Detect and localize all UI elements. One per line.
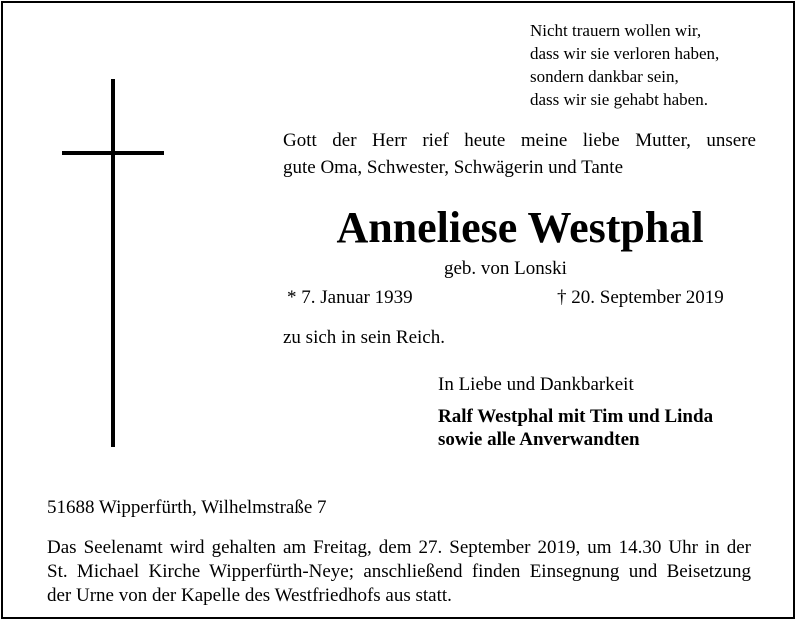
- quote-line: Nicht trauern wollen wir,: [530, 21, 702, 40]
- death-date: † 20. September 2019: [557, 287, 724, 308]
- mourners-intro: In Liebe und Dankbarkeit: [438, 374, 634, 395]
- announcement-line: gute Oma, Schwester, Schwägerin und Tante: [283, 157, 623, 178]
- announcement-text: [283, 127, 756, 181]
- cross-vertical-bar: [111, 79, 115, 447]
- mourners-signature: [438, 405, 713, 451]
- cross-horizontal-bar: [62, 151, 164, 155]
- service-line: Das Seelenamt wird gehalten am Freitag, dem 27. September 2019, um 14.30 Uhr in der: [47, 537, 751, 558]
- birth-date: * 7. Januar 1939: [287, 287, 413, 308]
- birth-name: geb. von Lonski: [444, 258, 567, 279]
- mourners-line: sowie alle Anverwandten: [438, 429, 640, 450]
- memorial-quote: [530, 19, 719, 111]
- quote-line: dass wir sie gehabt haben.: [530, 90, 708, 109]
- closing-line: zu sich in sein Reich.: [283, 327, 445, 348]
- mourners-line: Ralf Westphal mit Tim und Linda: [438, 406, 714, 427]
- service-line: St. Michael Kirche Wipperfürth-Neye; anschließend finden Einsegnung und Beisetzung: [47, 561, 751, 582]
- family-address: 51688 Wipperfürth, Wilhelmstraße 7: [47, 497, 327, 518]
- service-line: der Urne von der Kapelle des Westfriedhofs aus statt.: [47, 585, 452, 606]
- quote-line: sondern dankbar sein,: [530, 67, 679, 86]
- announcement-line: Gott der Herr rief heute meine liebe Mutter, unsere: [283, 130, 756, 151]
- funeral-service-info: [47, 536, 751, 608]
- quote-line: dass wir sie verloren haben,: [530, 44, 720, 63]
- deceased-name: Anneliese Westphal: [336, 203, 704, 252]
